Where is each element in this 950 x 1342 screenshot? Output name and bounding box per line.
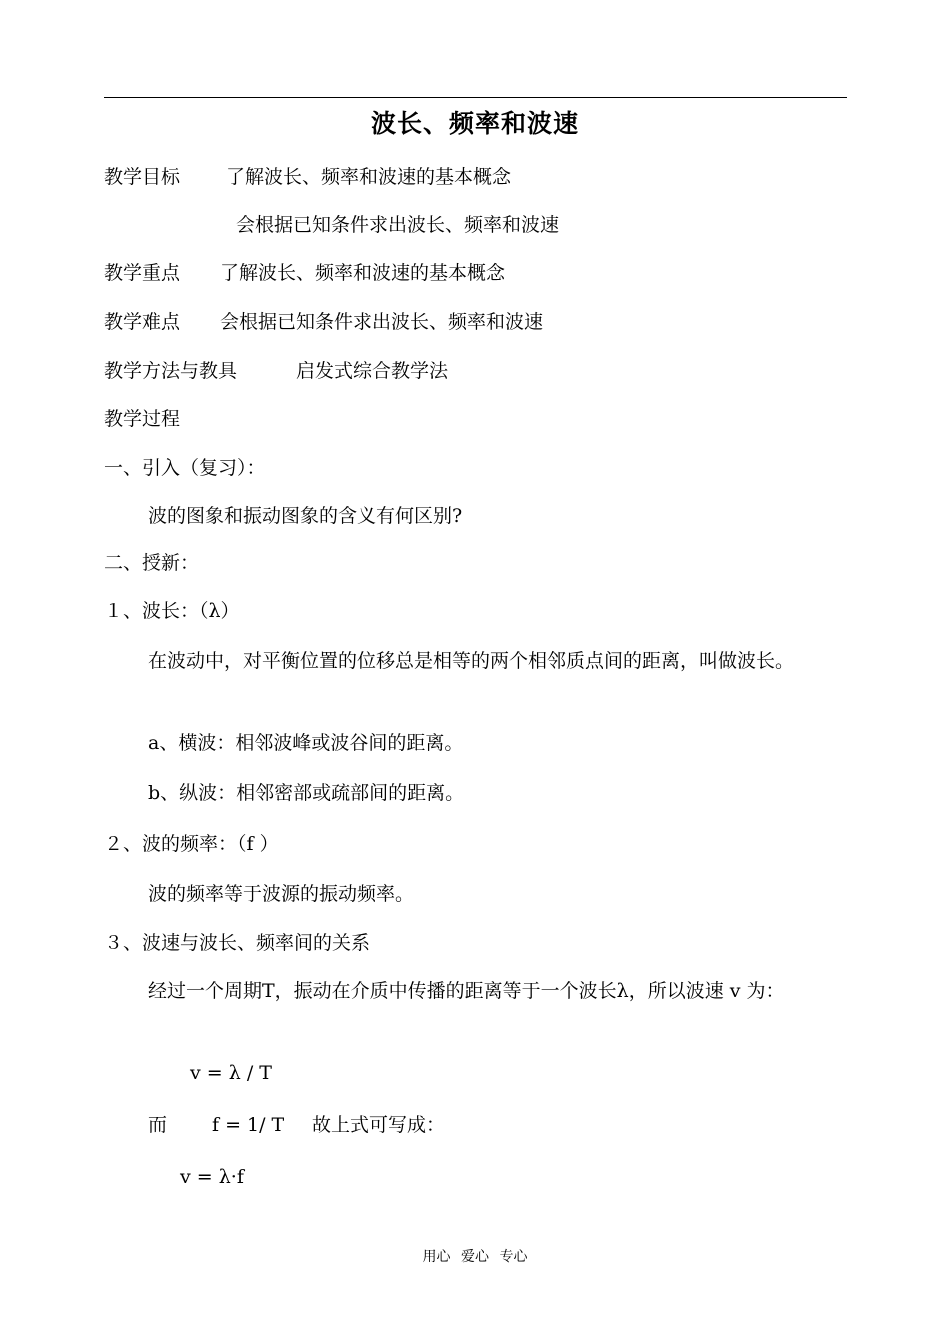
transverse-wave: a、横波：相邻波峰或波谷间的距离。	[148, 732, 464, 754]
difficulty-label: 教学难点	[104, 311, 181, 333]
difficulty-text: 会根据已知条件求出波长、频率和波速	[220, 311, 544, 333]
objectives-label: 教学目标	[104, 166, 181, 188]
frequency-heading: ２、波的频率：（f ）	[104, 833, 279, 855]
longitudinal-wave: b、纵波：相邻密部或疏部间的距离。	[148, 782, 465, 804]
relation-text: 经过一个周期T，振动在介质中传播的距离等于一个波长λ，所以波速 v 为：	[148, 980, 785, 1002]
wavelength-heading: １、波长：（λ）	[104, 600, 240, 622]
method-label: 教学方法与教具	[104, 360, 238, 382]
key-point-text: 了解波长、频率和波速的基本概念	[220, 262, 506, 284]
intro-heading: 一、引入（复习）：	[104, 457, 266, 479]
rewrite-note: 故上式可写成：	[312, 1114, 446, 1136]
page-title: 波长、频率和波速	[370, 109, 579, 138]
frequency-text: 波的频率等于波源的振动频率。	[148, 883, 415, 905]
objectives-line2: 会根据已知条件求出波长、频率和波速	[236, 214, 560, 236]
formula-frequency: f = 1/ T	[212, 1114, 285, 1136]
header-rule	[104, 97, 847, 98]
wavelength-definition: 在波动中，对平衡位置的位移总是相等的两个相邻质点间的距离，叫做波长。	[148, 650, 795, 672]
new-lesson-heading: 二、授新：	[104, 552, 200, 574]
process-heading: 教学过程	[104, 408, 181, 430]
intro-question: 波的图象和振动图象的含义有何区别?	[148, 505, 463, 527]
formula-velocity-frequency: v = λ·f	[180, 1166, 244, 1188]
key-point-label: 教学重点	[104, 262, 181, 284]
objectives-line1: 了解波长、频率和波速的基本概念	[226, 166, 512, 188]
formula-velocity-period: v = λ / T	[190, 1062, 272, 1084]
page-footer: 用心 爱心 专心	[422, 1249, 528, 1265]
method-text: 启发式综合教学法	[296, 360, 449, 382]
relation-heading: ３、波速与波长、频率间的关系	[104, 932, 371, 954]
and-label: 而	[148, 1114, 168, 1136]
